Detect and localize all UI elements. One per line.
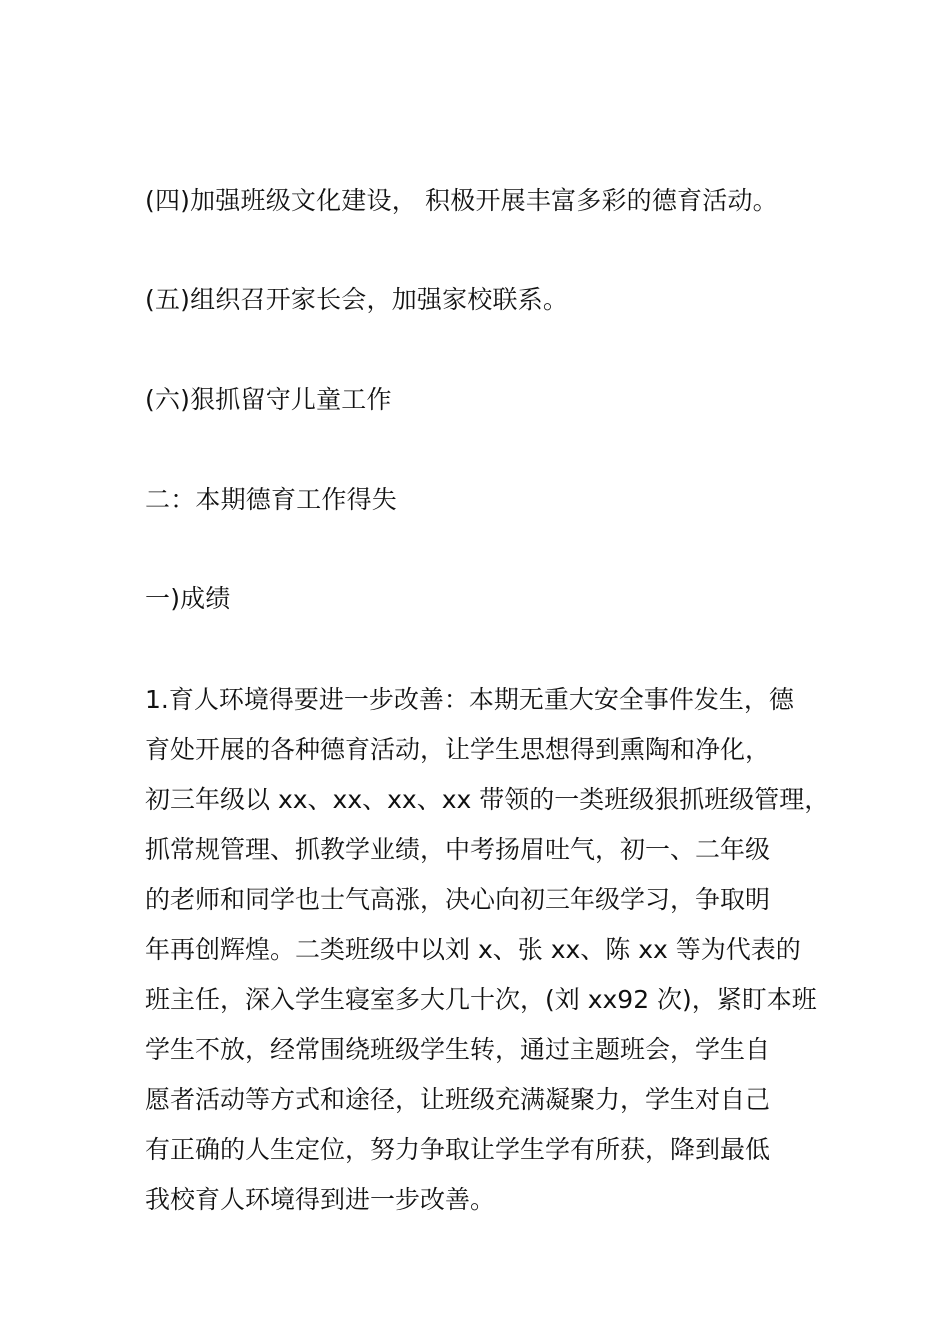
heading-parent-meeting: (五)组织召开家长会，加强家校联系。 <box>145 285 569 314</box>
paragraph-line: 抓常规管理、抓教学业绩，中考扬眉吐气，初一、二年级 <box>145 835 771 864</box>
paragraph-line: 有正确的人生定位，努力争取让学生学有所获，降到最低 <box>145 1135 771 1164</box>
paragraph-line: 我校育人环境得到进一步改善。 <box>145 1185 496 1214</box>
paragraph-line: 的老师和同学也士气高涨，决心向初三年级学习，争取明 <box>145 885 771 914</box>
paragraph-line: 1.育人环境得要进一步改善：本期无重大安全事件发生，德 <box>145 685 794 714</box>
heading-left-behind-children: (六)狠抓留守儿童工作 <box>145 385 392 414</box>
subsection-title-achievements: 一)成绩 <box>145 584 231 613</box>
paragraph-line: 初三年级以 xx、xx、xx、xx 带领的一类班级狠抓班级管理， <box>145 785 830 814</box>
paragraph-line: 年再创辉煌。二类班级中以刘 x、张 xx、陈 xx 等为代表的 <box>145 935 801 964</box>
heading-strengthen-class-culture: (四)加强班级文化建设， 积极开展丰富多彩的德育活动。 <box>145 186 778 215</box>
section-title-gains-losses: 二：本期德育工作得失 <box>145 485 398 514</box>
paragraph-line: 育处开展的各种德育活动，让学生思想得到熏陶和净化， <box>145 735 771 764</box>
achievement-paragraph <box>145 675 830 1225</box>
paragraph-line: 愿者活动等方式和途径，让班级充满凝聚力，学生对自己 <box>145 1085 771 1114</box>
paragraph-line: 班主任，深入学生寝室多大几十次，(刘 xx92 次)，紧盯本班 <box>145 985 817 1014</box>
paragraph-line: 学生不放，经常围绕班级学生转，通过主题班会，学生自 <box>145 1035 771 1064</box>
